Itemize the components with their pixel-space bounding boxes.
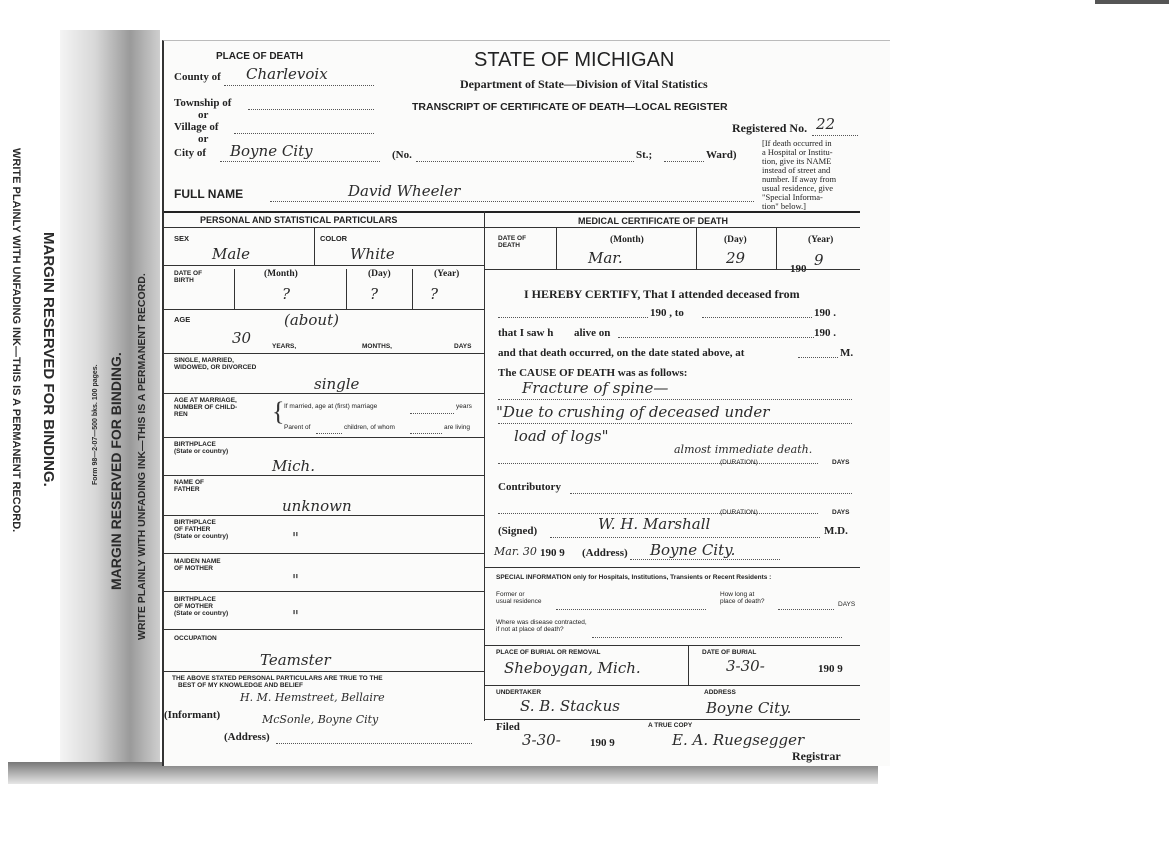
alive-line bbox=[618, 337, 814, 338]
informant-address-line bbox=[276, 743, 472, 744]
dob-label: DATE OF BIRTH bbox=[174, 270, 203, 284]
years-word: years bbox=[456, 403, 472, 410]
burial-year: 190 9 bbox=[818, 663, 843, 675]
full-name-value: David Wheeler bbox=[348, 182, 461, 200]
city-label: City of bbox=[174, 147, 207, 159]
marital-label: SINGLE, MARRIED, WIDOWED, OR DIVORCED bbox=[174, 357, 257, 371]
inner-binding-note: MARGIN RESERVED FOR BINDING. bbox=[108, 352, 124, 590]
marital-value: single bbox=[314, 375, 360, 393]
mother-birthplace-value: " bbox=[292, 607, 299, 625]
registered-line bbox=[812, 135, 858, 136]
dob-day-header: (Day) bbox=[368, 269, 391, 279]
dob-year-header: (Year) bbox=[434, 269, 460, 279]
header-divider bbox=[164, 211, 860, 213]
sex-value: Male bbox=[212, 245, 250, 263]
informant-address-label: (Address) bbox=[224, 731, 270, 743]
dod-divider-3 bbox=[776, 227, 777, 269]
former-residence-line bbox=[556, 609, 706, 610]
dod-year-header: (Year) bbox=[808, 235, 834, 245]
outer-margin-instruction: WRITE PLAINLY WITH UNFADING INK—THIS IS A PERMANENT RECORD. bbox=[10, 148, 22, 533]
county-label: County of bbox=[174, 71, 221, 83]
personal-title: PERSONAL AND STATISTICAL PARTICULARS bbox=[200, 215, 398, 225]
hour-line bbox=[798, 357, 838, 358]
dod-month-value: Mar. bbox=[588, 249, 623, 267]
dob-month-value: ? bbox=[282, 285, 291, 303]
informant-label: (Informant) bbox=[164, 709, 221, 721]
signed-value: W. H. Marshall bbox=[598, 515, 711, 533]
sex-label: SEX bbox=[174, 234, 190, 243]
are-living-label: are living bbox=[444, 424, 471, 431]
burial-date-label: DATE OF BURIAL bbox=[702, 649, 757, 656]
burial-date-value: 3-30- bbox=[726, 657, 765, 675]
duration-rule bbox=[498, 463, 818, 464]
from-line bbox=[498, 317, 648, 318]
row-line bbox=[484, 269, 860, 270]
medical-title-line bbox=[484, 227, 860, 228]
row-line bbox=[164, 629, 484, 630]
father-value: unknown bbox=[282, 497, 352, 515]
death-certificate bbox=[162, 40, 890, 766]
contributory-label: Contributory bbox=[498, 481, 561, 493]
dob-year-value: ? bbox=[430, 285, 439, 303]
street-label: St.; bbox=[636, 149, 653, 161]
city-line bbox=[220, 161, 380, 162]
children-label: children, of whom bbox=[344, 424, 395, 431]
township-line bbox=[248, 109, 374, 110]
undertaker-address-value: Boyne City. bbox=[706, 699, 792, 717]
age-label: AGE bbox=[174, 315, 191, 324]
father-birthplace-label: BIRTHPLACE OF FATHER (State or country) bbox=[174, 519, 229, 540]
outer-binding-note: MARGIN RESERVED FOR BINDING. bbox=[40, 232, 57, 487]
undertaker-value: S. B. Stackus bbox=[520, 697, 620, 715]
burial-place-label: PLACE OF BURIAL OR REMOVAL bbox=[496, 649, 601, 656]
marriage-label: AGE AT MARRIAGE, NUMBER OF CHILD- REN bbox=[174, 397, 238, 418]
cause-line-2: "Due to crushing of deceased under bbox=[496, 403, 770, 421]
dod-divider-2 bbox=[696, 227, 697, 269]
cause-line-3: load of logs" bbox=[514, 427, 609, 445]
days-label-1: DAYS bbox=[832, 459, 850, 466]
county-value: Charlevoix bbox=[246, 65, 328, 83]
dod-month-header: (Month) bbox=[610, 235, 644, 245]
full-name-line bbox=[270, 201, 754, 202]
row-line bbox=[164, 265, 484, 266]
occurred-label: and that death occurred, on the date stated above, at bbox=[498, 347, 745, 359]
filed-value: 3-30- bbox=[522, 731, 561, 749]
row-line bbox=[164, 309, 484, 310]
duration-value: almost immediate death. bbox=[674, 443, 813, 456]
dob-divider-2 bbox=[346, 269, 347, 309]
full-name-label: FULL NAME bbox=[174, 187, 244, 201]
county-line bbox=[224, 85, 374, 86]
how-long-days: DAYS bbox=[838, 601, 856, 608]
dod-year-value: 9 bbox=[814, 251, 824, 269]
dob-divider-3 bbox=[412, 269, 413, 309]
attest-text: THE ABOVE STATED PERSONAL PARTICULARS ARE TRUE TO THE BEST OF MY KNOWLEDGE AND BELIEF bbox=[172, 675, 383, 689]
dod-label: DATE OF DEATH bbox=[498, 235, 527, 249]
place-of-death-label: PLACE OF DEATH bbox=[216, 51, 304, 62]
ward-label: Ward) bbox=[706, 149, 737, 161]
contracted-line bbox=[592, 637, 842, 638]
contributory-rule-2 bbox=[498, 513, 818, 514]
dob-month-header: (Month) bbox=[264, 269, 298, 279]
row-line bbox=[164, 475, 484, 476]
inner-margin-instruction: WRITE PLAINLY WITH UNFADING INK—THIS IS A PERMANENT RECORD. bbox=[136, 273, 148, 640]
registrar-label: Registrar bbox=[792, 749, 841, 763]
state-title: STATE OF MICHIGAN bbox=[474, 49, 675, 71]
married-line-label: If married, age at (first) marriage bbox=[284, 403, 378, 410]
row-line bbox=[164, 553, 484, 554]
to-line bbox=[702, 317, 812, 318]
row-line bbox=[164, 671, 484, 672]
village-line bbox=[234, 133, 374, 134]
birthplace-value: Mich. bbox=[272, 457, 315, 475]
special-info-label: SPECIAL INFORMATION only for Hospitals, Institutions, Transients or Recent Residents : bbox=[496, 574, 772, 581]
sex-color-divider bbox=[314, 227, 315, 265]
mother-birthplace-label: BIRTHPLACE OF MOTHER (State or country) bbox=[174, 596, 229, 617]
parent-line bbox=[316, 433, 342, 434]
dod-day-value: 29 bbox=[726, 249, 746, 267]
street-no-label: (No. bbox=[392, 149, 412, 161]
mother-label: MAIDEN NAME OF MOTHER bbox=[174, 558, 221, 572]
medical-address-value: Boyne City. bbox=[650, 541, 736, 559]
form-number: Form 98—2-07—500 bks. 100 pages. bbox=[92, 364, 99, 485]
birthplace-label: BIRTHPLACE (State or country) bbox=[174, 441, 229, 455]
ward-line bbox=[664, 161, 704, 162]
signed-line bbox=[550, 537, 820, 538]
registrar-signature: E. A. Ruegsegger bbox=[672, 731, 805, 749]
burial-divider bbox=[688, 645, 689, 685]
informant-address-value: McSonle, Boyne City bbox=[262, 713, 379, 726]
former-residence-label: Former or usual residence bbox=[496, 591, 542, 605]
color-label: COLOR bbox=[320, 234, 348, 243]
contributory-rule-1 bbox=[570, 493, 852, 494]
filed-label: Filed bbox=[496, 721, 520, 733]
age-note: (about) bbox=[284, 311, 339, 329]
registered-no-value: 22 bbox=[816, 115, 836, 133]
street-line bbox=[416, 161, 634, 162]
marriage-brace: { bbox=[272, 397, 285, 426]
days-label: DAYS bbox=[454, 343, 472, 350]
age-value: 30 bbox=[232, 329, 252, 347]
how-long-label: How long at place of death? bbox=[720, 591, 765, 605]
burial-place-value: Sheboygan, Mich. bbox=[504, 659, 641, 677]
dod-year-prefix: 190 bbox=[790, 263, 807, 275]
row-line bbox=[484, 685, 860, 686]
saw-label: that I saw h bbox=[498, 327, 554, 339]
father-label: NAME OF FATHER bbox=[174, 479, 204, 493]
to-year: 190 . bbox=[814, 307, 836, 319]
registered-no-label: Registered No. bbox=[732, 121, 808, 135]
cause-line-1: Fracture of spine— bbox=[522, 379, 669, 397]
months-label: MONTHS, bbox=[362, 343, 392, 350]
living-line bbox=[410, 433, 442, 434]
dod-divider-1 bbox=[556, 227, 557, 269]
department-label: Department of State—Division of Vital Statistics bbox=[460, 77, 708, 91]
duration-label-2: (DURATION) bbox=[720, 509, 758, 516]
row-line bbox=[484, 645, 860, 646]
hospital-note: [If death occurred in a Hospital or Institu- tion, give its NAME instead of street and number. If away from usual residence, give "Special Informa- tion" below.] bbox=[762, 138, 837, 211]
md-label: M.D. bbox=[824, 525, 848, 537]
certify-text: I HEREBY CERTIFY, That I attended deceased from bbox=[524, 287, 800, 301]
color-value: White bbox=[350, 245, 395, 263]
row-line bbox=[164, 591, 484, 592]
filed-year: 190 9 bbox=[590, 737, 615, 749]
contracted-label: Where was disease contracted, if not at place of death? bbox=[496, 619, 587, 633]
mother-value: " bbox=[292, 571, 299, 589]
married-line bbox=[410, 413, 454, 414]
row-line bbox=[484, 567, 860, 568]
m-label: M. bbox=[840, 347, 854, 359]
cause-label: The CAUSE OF DEATH was as follows: bbox=[498, 367, 688, 379]
medical-address-line bbox=[630, 559, 780, 560]
to-label: 190 , to bbox=[650, 307, 684, 319]
row-line bbox=[484, 719, 860, 720]
dob-day-value: ? bbox=[370, 285, 379, 303]
signed-label: (Signed) bbox=[498, 525, 538, 537]
how-long-line bbox=[778, 609, 834, 610]
alive-year: 190 . bbox=[814, 327, 836, 339]
duration-label: (DURATION) bbox=[720, 459, 758, 466]
signed-date-value: Mar. 30 bbox=[494, 545, 537, 558]
township-label: Township of bbox=[174, 97, 232, 109]
dob-divider-1 bbox=[234, 269, 235, 309]
undertaker-address-label: ADDRESS bbox=[704, 689, 736, 696]
village-label: Village of bbox=[174, 121, 219, 133]
true-copy-label: A TRUE COPY bbox=[648, 722, 693, 729]
alive-on-label: alive on bbox=[574, 327, 611, 339]
or-label-1: or bbox=[198, 109, 209, 121]
parent-of-label: Parent of bbox=[284, 424, 311, 431]
dod-day-header: (Day) bbox=[724, 235, 747, 245]
row-line bbox=[164, 353, 484, 354]
days-label-2: DAYS bbox=[832, 509, 850, 516]
undertaker-label: UNDERTAKER bbox=[496, 689, 542, 696]
years-label: YEARS, bbox=[272, 343, 297, 350]
scan-edge-shadow bbox=[1095, 0, 1169, 4]
medical-address-label: (Address) bbox=[582, 547, 628, 559]
row-line bbox=[164, 515, 484, 516]
medical-title: MEDICAL CERTIFICATE OF DEATH bbox=[578, 216, 728, 226]
transcript-title: TRANSCRIPT OF CERTIFICATE OF DEATH—LOCAL REGISTER bbox=[412, 101, 728, 113]
row-line bbox=[164, 437, 484, 438]
father-birthplace-value: " bbox=[292, 529, 299, 547]
signed-year: 190 9 bbox=[540, 547, 565, 559]
informant-value: H. M. Hemstreet, Bellaire bbox=[240, 691, 385, 704]
occupation-label: OCCUPATION bbox=[174, 635, 217, 642]
cause-rule-2 bbox=[498, 423, 852, 424]
personal-title-line bbox=[164, 227, 484, 228]
or-label-2: or bbox=[198, 133, 209, 145]
occupation-value: Teamster bbox=[260, 651, 331, 669]
city-value: Boyne City bbox=[230, 142, 313, 160]
cause-rule-1 bbox=[498, 399, 852, 400]
row-line bbox=[164, 393, 484, 394]
